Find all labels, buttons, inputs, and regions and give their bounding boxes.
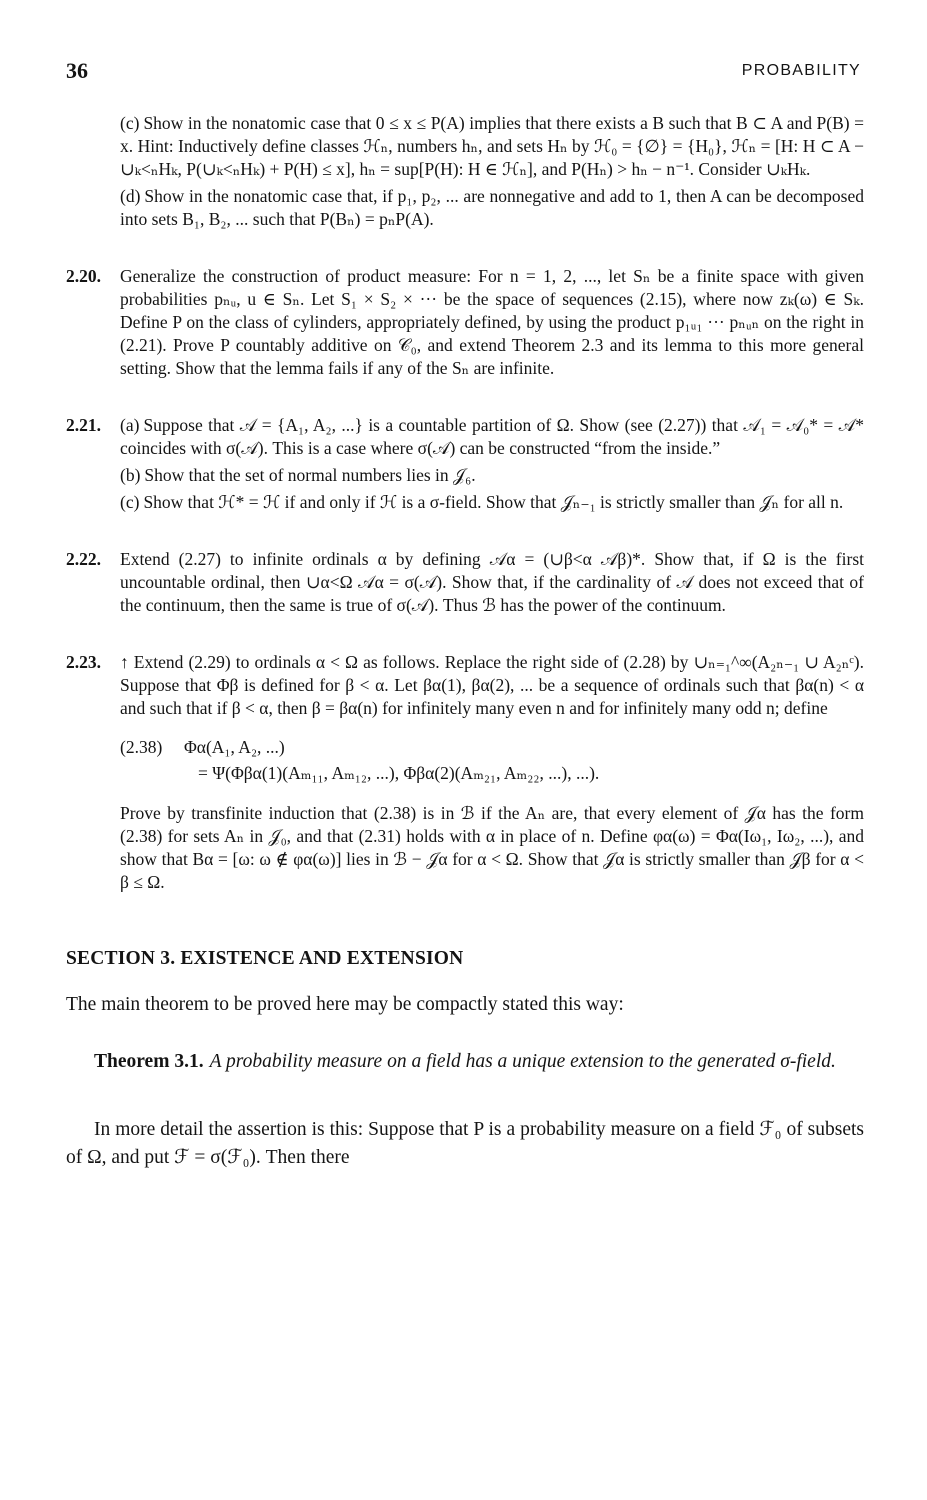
theorem-text: A probability measure on a field has a unique extension to the generated σ-field. (209, 1051, 836, 1072)
problem-part: (c) Show that ℋ* = ℋ if and only if ℋ is a σ-field. Show that 𝒥ₙ₋₁ is strictly smaller than 𝒥ₙ for all n. (120, 492, 844, 512)
page-body (66, 112, 864, 1172)
theorem-label: Theorem 3.1. (94, 1051, 204, 1072)
page-number: 36 (66, 58, 88, 83)
problem-part: (d) Show in the nonatomic case that, if p₁, p₂, ... are nonnegative and add to 1, then A can be decomposed into sets B₁, B₂, ... such that P(Bₙ) = pₙP(A). (120, 186, 864, 229)
problem-number: 2.22. (66, 549, 101, 569)
problem-part: (c) Show in the nonatomic case that 0 ≤ x ≤ P(A) implies that there exists a B such that B ⊂ A and P(B) = x. Hint: Inductively define classes ℋₙ, numbers hₙ, and sets Hₙ by ℋ₀ = {∅} = {H₀}, ℋₙ = [H: H ⊂ A − ∪ₖ<ₙHₖ, P(∪ₖ<ₙHₖ) + P(H) ≤ x], hₙ = sup[P(H): H ∈ ℋₙ], and P(Hₙ) > hₙ − n⁻¹. Consider ∪ₖHₖ. (120, 113, 864, 179)
problem-number: 2.23. (66, 652, 101, 672)
section-intro: The main theorem to be proved here may be compactly stated this way: (66, 994, 624, 1015)
closing-paragraph: In more detail the assertion is this: Suppose that P is a probability measure on a field ℱ₀ of subsets of Ω, and put ℱ = σ(ℱ₀). Then there (66, 1119, 864, 1168)
problem-number: 2.20. (66, 266, 101, 286)
problem-2-21 (66, 414, 864, 514)
problem-part: (b) Show that the set of normal numbers lies in 𝒥₆. (120, 465, 476, 485)
problem-number: 2.21. (66, 415, 101, 435)
running-head: PROBABILITY (741, 62, 861, 79)
problem-2-23 (66, 651, 864, 894)
problem-text: ↑ Extend (2.29) to ordinals α < Ω as follows. Replace the right side of (2.28) by ∪ₙ₌₁^∞(A₂ₙ₋₁ ∪ A₂ₙᶜ). Suppose that Φβ is defined for β < α. Let βα(1), βα(2), ... be a sequence of ordinals such that βα(n) < α and such that if β < α, then β = βα(n) for infinitely many even n and for infinitely many odd n; define (120, 652, 864, 718)
section-heading: SECTION 3. EXISTENCE AND EXTENSION (66, 948, 464, 969)
problem-2-22 (66, 548, 864, 617)
problem-text: Generalize the construction of product measure: For n = 1, 2, ..., let Sₙ be a finite space with given probabilities pₙᵤ, u ∈ Sₙ. Let S₁ × S₂ × ··· be the space of sequences (2.15), where now zₖ(ω) ∈ Sₖ. Define P on the class of cylinders, appropriately defined, by using the product p₁ᵤ₁ ··· pₙᵤₙ on the right in (2.21). Prove P countably additive on 𝒞₀, and extend Theorem 2.3 and its lemma to this more general setting. Show that the lemma fails if any of the Sₙ are infinite. (120, 266, 864, 378)
equation-line: Φα(A₁, A₂, ...) (184, 737, 285, 757)
equation-label: (2.38) (120, 737, 163, 757)
problem-part: (a) Suppose that 𝒜 = {A₁, A₂, ...} is a countable partition of Ω. Show (see (2.27)) that 𝒜₁ = 𝒜₀* = 𝒜* coincides with σ(𝒜). This is a case where σ(𝒜) can be constructed “from the inside.” (120, 415, 864, 458)
problem-text: Prove by transfinite induction that (2.38) is in ℬ if the Aₙ are, that every element of 𝒥α has the form (2.38) for sets Aₙ in 𝒥₀, and that (2.31) holds with α in place of n. Define φα(ω) = Φα(Iω₁, Iω₂, ...), and show that Bα = [ω: ω ∉ φα(ω)] lies in ℬ − 𝒥α for α < Ω. Show that 𝒥α is strictly smaller than 𝒥β for α < β ≤ Ω. (120, 803, 864, 892)
problem-text: Extend (2.27) to infinite ordinals α by defining 𝒜α = (∪β<α 𝒜β)*. Show that, if Ω is the first uncountable ordinal, then ∪α<Ω 𝒜α = σ(𝒜). Show that, if the cardinality of 𝒜 does not exceed that of the continuum, then the same is true of σ(𝒜). Thus ℬ has the power of the continuum. (120, 549, 864, 615)
page-header (66, 58, 861, 88)
problem-2-20 (66, 265, 864, 380)
theorem-statement (66, 1048, 864, 1076)
problem-continued (66, 112, 864, 231)
equation-line: = Ψ(Φβα(1)(Aₘ₁₁, Aₘ₁₂, ...), Φβα(2)(Aₘ₂₁, Aₘ₂₂, ...), ...). (198, 763, 600, 783)
equation-2-38 (120, 734, 864, 786)
